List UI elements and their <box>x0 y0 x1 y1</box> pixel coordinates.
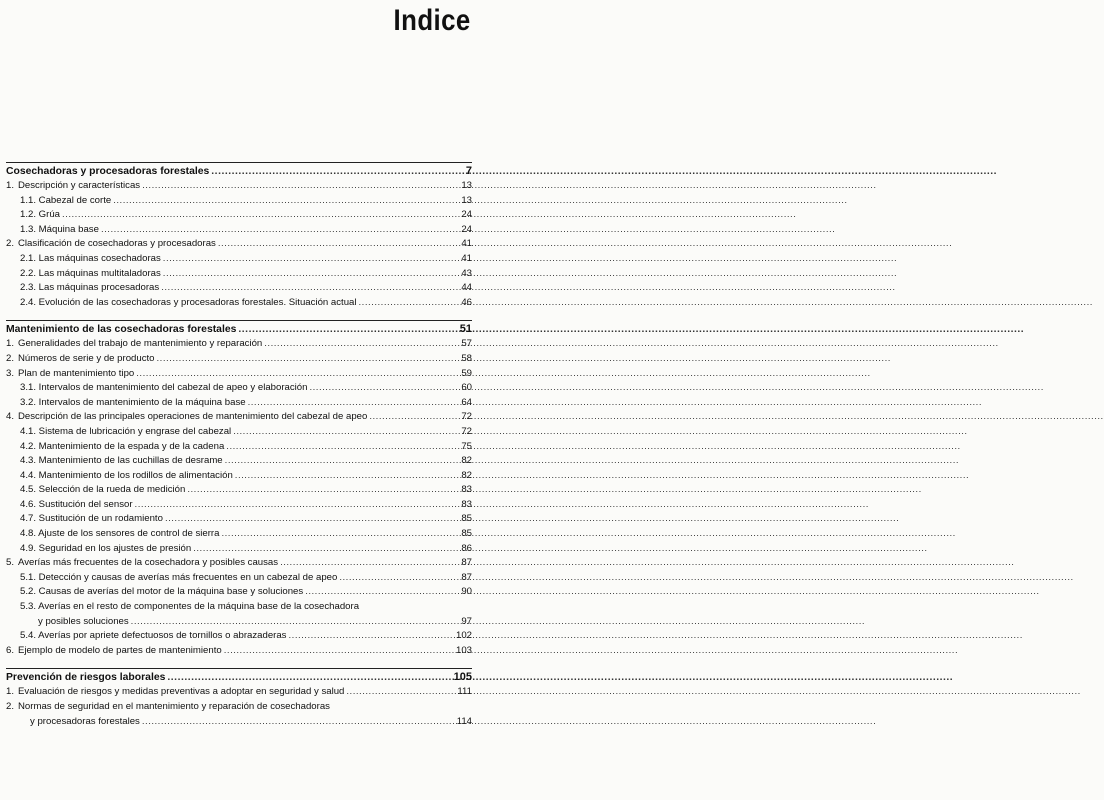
entry-title: 5.4. Averías por apriete defectuosos de tornillos o abrazaderas <box>20 630 287 642</box>
toc-section <box>6 320 472 658</box>
toc-entry[interactable] <box>6 194 472 209</box>
leader-dots <box>135 498 448 513</box>
entry-page-number: 102 <box>455 630 472 642</box>
entry-title: 3.1. Intervalos de mantenimiento del cabezal de apeo y elaboración <box>20 382 308 394</box>
entry-page-number: 97 <box>461 615 472 627</box>
entry-title: Clasificación de cosechadoras y procesadoras <box>18 238 216 250</box>
entry-page-number: 111 <box>457 686 472 698</box>
page-title: Indice <box>393 4 471 37</box>
entry-number: 2. <box>6 701 15 712</box>
leader-dots <box>226 440 448 455</box>
toc-entry[interactable] <box>6 542 472 557</box>
leader-dots <box>165 512 448 527</box>
leader-dots <box>211 164 448 180</box>
leader-dots <box>187 483 448 498</box>
entry-title: 5.2. Causas de averías del motor de la máquina base y soluciones <box>20 586 304 598</box>
entry-page-number: 90 <box>461 586 472 598</box>
leader-dots <box>339 571 448 586</box>
leader-dots <box>221 527 448 542</box>
leader-dots <box>136 367 448 382</box>
toc-entry[interactable] <box>6 585 472 600</box>
entry-page-number: 24 <box>461 209 472 221</box>
entry-title: 1.2. Grúa <box>20 209 60 221</box>
toc-entry[interactable] <box>6 296 472 311</box>
leader-dots <box>346 685 448 700</box>
toc-entry[interactable] <box>6 223 472 238</box>
leader-dots <box>142 179 448 194</box>
toc-entry[interactable] <box>6 425 472 440</box>
toc-entry[interactable] <box>6 440 472 455</box>
entry-page-number: 85 <box>461 528 472 540</box>
entry-page-number: 82 <box>461 469 472 481</box>
leader-dots <box>359 296 448 311</box>
entry-title: Normas de seguridad en el mantenimiento y reparación de cosechadoras <box>18 701 330 712</box>
entry-page-number: 75 <box>461 440 472 452</box>
section-title: Mantenimiento de las cosechadoras forestales <box>6 324 237 336</box>
toc-entry[interactable] <box>6 615 472 630</box>
entry-page-number: 24 <box>461 223 472 235</box>
toc-entry[interactable] <box>6 512 472 527</box>
leader-dots <box>101 223 448 238</box>
toc-entry[interactable] <box>6 454 472 469</box>
entry-title: 2.2. Las máquinas multitaladoras <box>20 267 161 279</box>
entry-number: 5. <box>6 557 15 569</box>
toc-entry[interactable] <box>6 483 472 498</box>
entry-title: 2.3. Las máquinas procesadoras <box>20 282 160 294</box>
toc-entry[interactable] <box>6 237 472 252</box>
entry-page-number: 41 <box>461 238 472 250</box>
toc-entry[interactable] <box>6 367 472 382</box>
entry-page-number: 82 <box>461 455 472 467</box>
entry-title: 1.3. Máquina base <box>20 223 99 235</box>
leader-dots <box>235 469 448 484</box>
entry-title: 4.5. Selección de la rueda de medición <box>20 484 186 496</box>
toc-entry[interactable] <box>6 644 472 659</box>
toc-entry[interactable] <box>6 685 472 700</box>
entry-page-number: 13 <box>461 180 472 191</box>
section-page-number: 51 <box>459 323 472 336</box>
toc-entry[interactable] <box>6 629 472 644</box>
leader-dots <box>225 454 448 469</box>
entry-number: 4. <box>6 411 15 423</box>
entry-page-number: 58 <box>461 352 472 364</box>
toc-section-heading[interactable] <box>6 669 472 685</box>
entry-title: Descripción y características <box>18 180 141 191</box>
entry-number: 6. <box>6 644 15 656</box>
entry-page-number: 46 <box>461 296 472 308</box>
table-of-contents <box>6 162 472 739</box>
entry-page-number: 59 <box>461 367 472 379</box>
entry-page-number: 87 <box>461 557 472 569</box>
leader-dots <box>161 281 448 296</box>
toc-entry[interactable] <box>6 410 472 425</box>
entry-title: Averías más frecuentes de la cosechadora y posibles causas <box>18 557 279 569</box>
entry-title: 3.2. Intervalos de mantenimiento de la máquina base <box>20 396 246 408</box>
toc-entry[interactable] <box>6 208 472 223</box>
entry-page-number: 86 <box>461 542 472 554</box>
entry-title: Números de serie y de producto <box>18 352 155 364</box>
entry-title: 2.1. Las máquinas cosechadoras <box>20 252 161 264</box>
section-title: Prevención de riesgos laborales <box>6 672 166 684</box>
toc-entry[interactable] <box>6 469 472 484</box>
entry-number: 3. <box>6 367 15 379</box>
section-title: Cosechadoras y procesadoras forestales <box>6 166 210 177</box>
toc-entry[interactable] <box>6 527 472 542</box>
entry-page-number: 60 <box>461 382 472 394</box>
toc-section-heading[interactable] <box>6 321 472 337</box>
leader-dots <box>224 644 448 659</box>
entry-title: 4.2. Mantenimiento de la espada y de la cadena <box>20 440 225 452</box>
leader-dots <box>113 194 448 209</box>
entry-title: Ejemplo de modelo de partes de mantenimiento <box>18 644 222 656</box>
toc-entry[interactable] <box>6 381 472 396</box>
entry-title: y posibles soluciones <box>38 615 129 627</box>
leader-dots <box>157 352 448 367</box>
entry-title: 4.8. Ajuste de los sensores de control de sierra <box>20 528 220 540</box>
entry-page-number: 87 <box>461 571 472 583</box>
leader-dots <box>238 322 448 338</box>
entry-title: 4.9. Seguridad en los ajustes de presión <box>20 542 192 554</box>
toc-entry[interactable] <box>6 396 472 411</box>
entry-page-number: 41 <box>461 252 472 264</box>
leader-dots <box>233 425 448 440</box>
entry-page-number: 44 <box>461 282 472 294</box>
entry-number: 1. <box>6 338 15 350</box>
leader-dots <box>280 556 448 571</box>
entry-title: 4.6. Sustitución del sensor <box>20 498 133 510</box>
entry-page-number: 83 <box>461 484 472 496</box>
leader-dots <box>288 629 448 644</box>
entry-title: 4.1. Sistema de lubricación y engrase del cabezal <box>20 425 232 437</box>
leader-dots <box>131 615 448 630</box>
entry-page-number: 57 <box>461 338 472 350</box>
toc-entry[interactable] <box>6 337 472 352</box>
toc-entry[interactable] <box>6 352 472 367</box>
entry-page-number: 13 <box>461 194 472 206</box>
entry-page-number: 114 <box>456 715 472 727</box>
entry-number: 2. <box>6 238 15 250</box>
leader-dots <box>62 208 448 223</box>
entry-title: 4.3. Mantenimiento de las cuchillas de desrame <box>20 455 223 467</box>
entry-title: 4.4. Mantenimiento de los rodillos de alimentación <box>20 469 233 481</box>
toc-entry[interactable] <box>6 267 472 282</box>
toc-entry[interactable] <box>6 700 472 715</box>
entry-number: 2. <box>6 352 15 364</box>
toc-entry[interactable] <box>6 556 472 571</box>
toc-entry[interactable] <box>6 281 472 296</box>
entry-title: 5.3. Averías en el resto de componentes de la máquina base de la cosechadora <box>20 601 360 613</box>
entry-title: 4.7. Sustitución de un rodamiento <box>20 513 163 525</box>
section-page-number: 105 <box>453 671 472 684</box>
leader-dots <box>218 237 448 252</box>
toc-entry[interactable] <box>6 498 472 513</box>
entry-title: 5.1. Detección y causas de averías más frecuentes en un cabezal de apeo <box>20 571 338 583</box>
entry-title: Evaluación de riesgos y medidas preventivas a adoptar en seguridad y salud <box>18 686 345 698</box>
leader-dots <box>248 396 448 411</box>
entry-title: Generalidades del trabajo de mantenimiento y reparación <box>18 338 263 350</box>
entry-page-number: 64 <box>461 396 472 408</box>
toc-entry[interactable] <box>6 600 472 615</box>
entry-page-number: 103 <box>455 644 472 656</box>
entry-title: Descripción de las principales operaciones de mantenimiento del cabezal de apeo <box>18 411 368 423</box>
leader-dots <box>305 585 448 600</box>
entry-page-number: 83 <box>461 498 472 510</box>
entry-page-number: 72 <box>461 425 472 437</box>
toc-entry[interactable] <box>6 252 472 267</box>
entry-page-number: 85 <box>461 513 472 525</box>
entry-title: Plan de mantenimiento tipo <box>18 367 135 379</box>
toc-entry[interactable] <box>6 571 472 586</box>
leader-dots <box>163 267 448 282</box>
leader-dots <box>309 381 448 396</box>
entry-title: 2.4. Evolución de las cosechadoras y procesadoras forestales. Situación actual <box>20 296 357 308</box>
leader-dots <box>264 337 448 352</box>
toc-section <box>6 668 472 729</box>
toc-section-heading[interactable] <box>6 163 472 179</box>
entry-title: 1.1. Cabezal de corte <box>20 194 112 206</box>
entry-page-number: 72 <box>461 411 472 423</box>
toc-entry[interactable] <box>6 179 472 194</box>
toc-section <box>6 162 472 310</box>
leader-dots <box>167 670 448 686</box>
entry-title: y procesadoras forestales <box>30 715 140 727</box>
leader-dots <box>369 410 448 425</box>
entry-page-number: 43 <box>461 267 472 279</box>
leader-dots <box>163 252 448 267</box>
leader-dots <box>193 542 448 557</box>
entry-number: 1. <box>6 180 15 191</box>
section-page-number: 7 <box>465 165 472 177</box>
toc-entry[interactable] <box>6 715 472 730</box>
leader-dots <box>142 715 448 730</box>
entry-number: 1. <box>6 686 15 698</box>
